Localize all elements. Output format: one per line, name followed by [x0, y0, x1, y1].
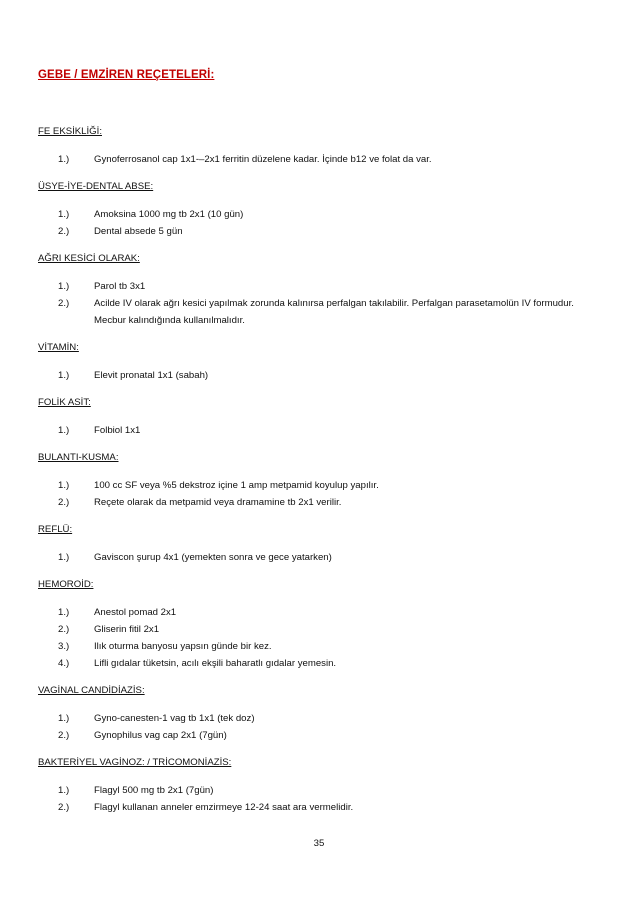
numbered-list [38, 549, 598, 566]
list-item-text: Gaviscon şurup 4x1 (yemekten sonra ve gece yatarken) [94, 552, 332, 563]
list-item-number: 1.) [58, 281, 70, 292]
section [38, 180, 598, 240]
list-item [38, 638, 598, 655]
list-item-text: Acilde IV olarak ağrı kesici yapılmak zorunda kalınırsa perfalgan takılabilir. Perfalgan parasetamolün IV formudur. Mecbur kalındığında kullanılmalıdır. [94, 298, 574, 326]
page-number: 35 [313, 838, 325, 849]
list-item-text: Ilık oturma banyosu yapsın günde bir kez. [94, 641, 272, 652]
list-item-number: 2.) [58, 624, 70, 635]
list-item-text: Gynoferrosanol cap 1x1-–2x1 ferritin düzelene kadar. İçinde b12 ve folat da var. [94, 154, 432, 165]
list-item [38, 295, 598, 329]
list-item-number: 3.) [58, 641, 70, 652]
numbered-list [38, 206, 598, 240]
list-item [38, 494, 598, 511]
section-heading: ÜSYE-İYE-DENTAL ABSE: [38, 181, 154, 192]
list-item-text: Elevit pronatal 1x1 (sabah) [94, 370, 209, 381]
list-item-number: 1.) [58, 713, 70, 724]
section-heading: AĞRI KESİCİ OLARAK: [38, 253, 140, 264]
list-item-text: Anestol pomad 2x1 [94, 607, 177, 618]
section [38, 578, 598, 672]
list-item-number: 1.) [58, 480, 70, 491]
section-heading: BULANTI-KUSMA: [38, 452, 119, 463]
section [38, 756, 598, 816]
list-item-text: Lifli gıdalar tüketsin, acılı ekşili baharatlı gıdalar yemesin. [94, 658, 337, 669]
list-item-number: 1.) [58, 785, 70, 796]
list-item-text: Gliserin fitil 2x1 [94, 624, 160, 635]
numbered-list [38, 278, 598, 329]
section-heading: REFLÜ: [38, 524, 73, 535]
section [38, 451, 598, 511]
list-item-number: 1.) [58, 425, 70, 436]
list-item [38, 727, 598, 744]
list-item [38, 710, 598, 727]
list-item [38, 621, 598, 638]
list-item-text: Flagyl kullanan anneler emzirmeye 12-24 saat ara vermelidir. [94, 802, 354, 813]
list-item-number: 2.) [58, 497, 70, 508]
list-item-number: 1.) [58, 552, 70, 563]
section [38, 125, 598, 168]
section [38, 252, 598, 329]
list-item [38, 223, 598, 240]
list-item [38, 604, 598, 621]
list-item-number: 1.) [58, 607, 70, 618]
list-item [38, 422, 598, 439]
list-item-number: 2.) [58, 298, 70, 309]
section-heading: HEMOROİD: [38, 579, 94, 590]
numbered-list [38, 604, 598, 672]
numbered-list [38, 151, 598, 168]
numbered-list [38, 710, 598, 744]
list-item-number: 1.) [58, 370, 70, 381]
list-item [38, 549, 598, 566]
list-item-number: 2.) [58, 730, 70, 741]
list-item-number: 2.) [58, 226, 70, 237]
section-heading: BAKTERİYEL VAGİNOZ: / TRİCOMONİAZİS: [38, 757, 232, 768]
section-heading: FOLİK ASİT: [38, 397, 91, 408]
list-item-text: Flagyl 500 mg tb 2x1 (7gün) [94, 785, 214, 796]
list-item-number: 1.) [58, 154, 70, 165]
list-item-text: Gyno-canesten-1 vag tb 1x1 (tek doz) [94, 713, 255, 724]
list-item-text: Gynophilus vag cap 2x1 (7gün) [94, 730, 227, 741]
list-item-number: 1.) [58, 209, 70, 220]
numbered-list [38, 367, 598, 384]
list-item [38, 477, 598, 494]
page-title: GEBE / EMZİREN REÇETELERİ: [38, 69, 215, 81]
list-item [38, 151, 598, 168]
numbered-list [38, 422, 598, 439]
list-item-text: Amoksina 1000 mg tb 2x1 (10 gün) [94, 209, 244, 220]
list-item [38, 799, 598, 816]
section [38, 523, 598, 566]
numbered-list [38, 477, 598, 511]
list-item [38, 206, 598, 223]
section-heading: VAGİNAL CANDİDİAZİS: [38, 685, 145, 696]
list-item-text: Reçete olarak da metpamid veya dramamine tb 2x1 verilir. [94, 497, 342, 508]
list-item [38, 655, 598, 672]
section [38, 396, 598, 439]
list-item-number: 2.) [58, 802, 70, 813]
list-item [38, 782, 598, 799]
list-item-text: 100 cc SF veya %5 dekstroz içine 1 amp metpamid koyulup yapılır. [94, 480, 379, 491]
list-item-text: Folbiol 1x1 [94, 425, 141, 436]
section [38, 341, 598, 384]
list-item-number: 4.) [58, 658, 70, 669]
prescription-sections [38, 125, 598, 828]
section [38, 684, 598, 744]
list-item-text: Dental absede 5 gün [94, 226, 183, 237]
list-item-text: Parol tb 3x1 [94, 281, 146, 292]
list-item [38, 278, 598, 295]
section-heading: FE EKSİKLİĞİ: [38, 126, 102, 137]
section-heading: VİTAMİN: [38, 342, 79, 353]
numbered-list [38, 782, 598, 816]
list-item [38, 367, 598, 384]
